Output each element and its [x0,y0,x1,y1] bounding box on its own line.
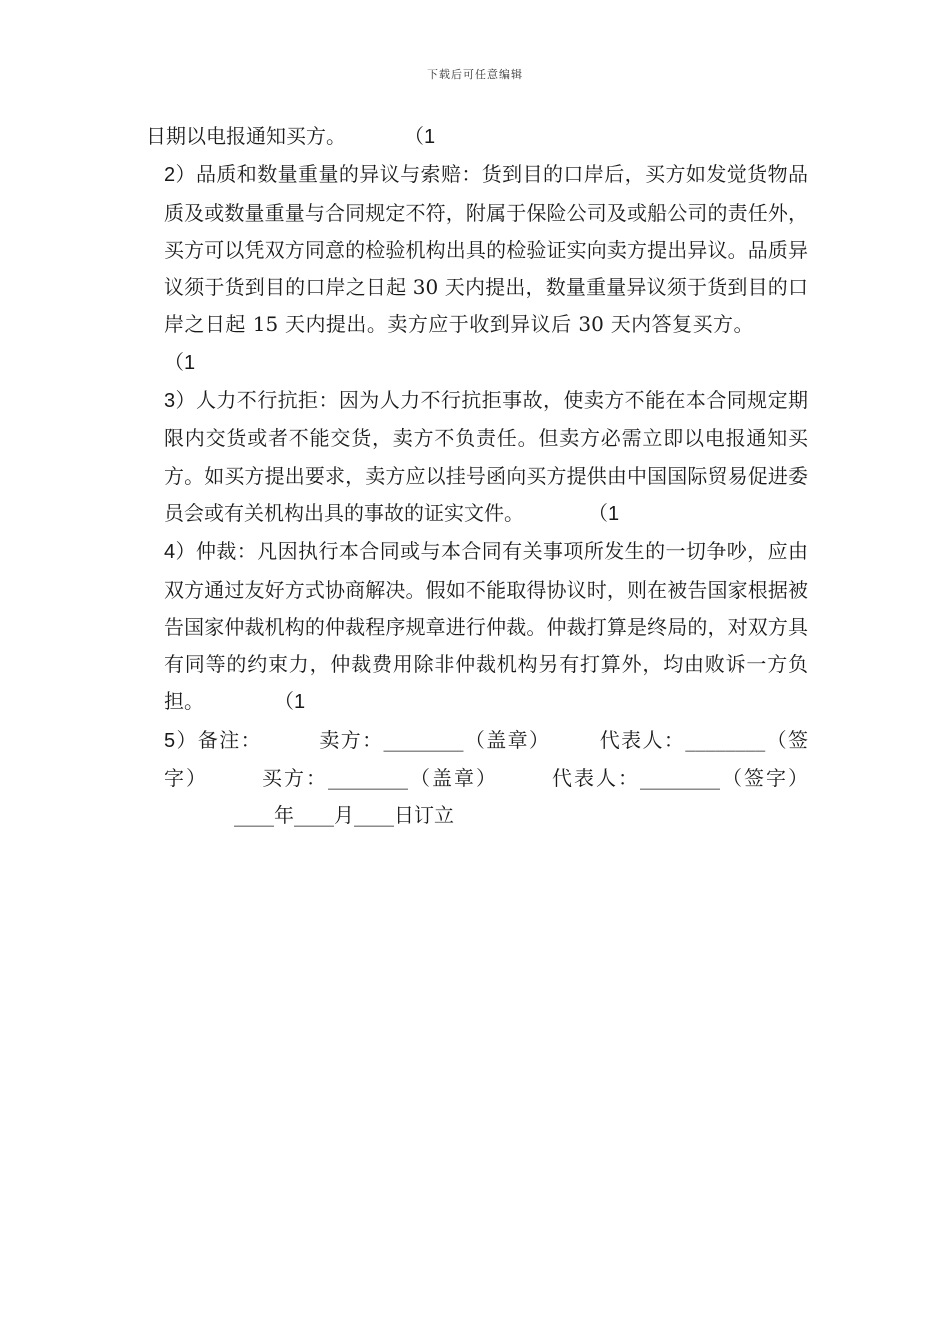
page-header: 下载后可任意编辑 [427,68,523,81]
paragraph-arbitration [146,533,808,721]
paragraph-tail: （1 [588,502,620,525]
contract-body [146,118,808,835]
paragraph-force-majeure [146,382,808,533]
paragraph-quality-claims [146,156,808,382]
paragraph-text: 日期以电报通知买方。 [146,124,346,148]
paragraph-tail: （1 [164,351,196,374]
paragraph-delivery-notice [146,118,808,156]
buyer-signature-line: 买方：________（盖章） [260,766,498,791]
clause-number: 5 [164,729,176,752]
paragraph-text: ）仲裁：凡因执行本合同或与本合同有关事项所发生的一切争吵，应由双方通过友好方式协商解决。假如不能取得协议时，则在被告国家根据被告国家仲裁机构的仲裁程序规章进行仲裁。仲裁打算是终局的，对双方具有同等的约束力，仲裁费用除非仲裁机构另有打算外，均由败诉一方负担。 [164,539,808,714]
paragraph-text: ）人力不行抗拒：因为人力不行抗拒事故，使卖方不能在本合同规定期限内交货或者不能交货，卖方不负责任。但卖方必需立即以电报通知买方。如买方提出要求，卖方应以挂号函向买方提供由中国国际贸易促进委员会或有关机构出具的事故的证实文件。 [164,388,808,525]
remarks-label: ）备注： [175,727,262,752]
paragraph-text: ）品质和数量重量的异议与索赔：货到目的口岸后，买方如发觉货物品质及或数量重量与合同规定不符，附属于保险公司及或船公司的责任外，买方可以凭双方同意的检验机构出具的检验证实向卖方提出异议。品质异议须于货到目的口岸之日起 30 天内提出，数量重量异议须于货到目的口岸之日起 15 天内提出。卖方应于收到异议后 30 天内答复买方。 [164,162,808,337]
paragraph-tail: （1 [404,126,436,148]
clause-number: 4 [164,541,176,564]
paragraph-remarks-signatures [146,722,808,835]
clause-number: 2 [164,164,176,187]
buyer-representative-line: 代表人：________（签字） [550,766,808,791]
paragraph-tail: （1 [274,691,306,714]
seller-representative-line: 代表人：________（签字） [164,727,808,791]
seller-signature-line: 卖方：________（盖章） [318,727,551,752]
contract-date-line: ____年____月____日订立 [234,803,454,828]
clause-number: 3 [164,390,176,413]
